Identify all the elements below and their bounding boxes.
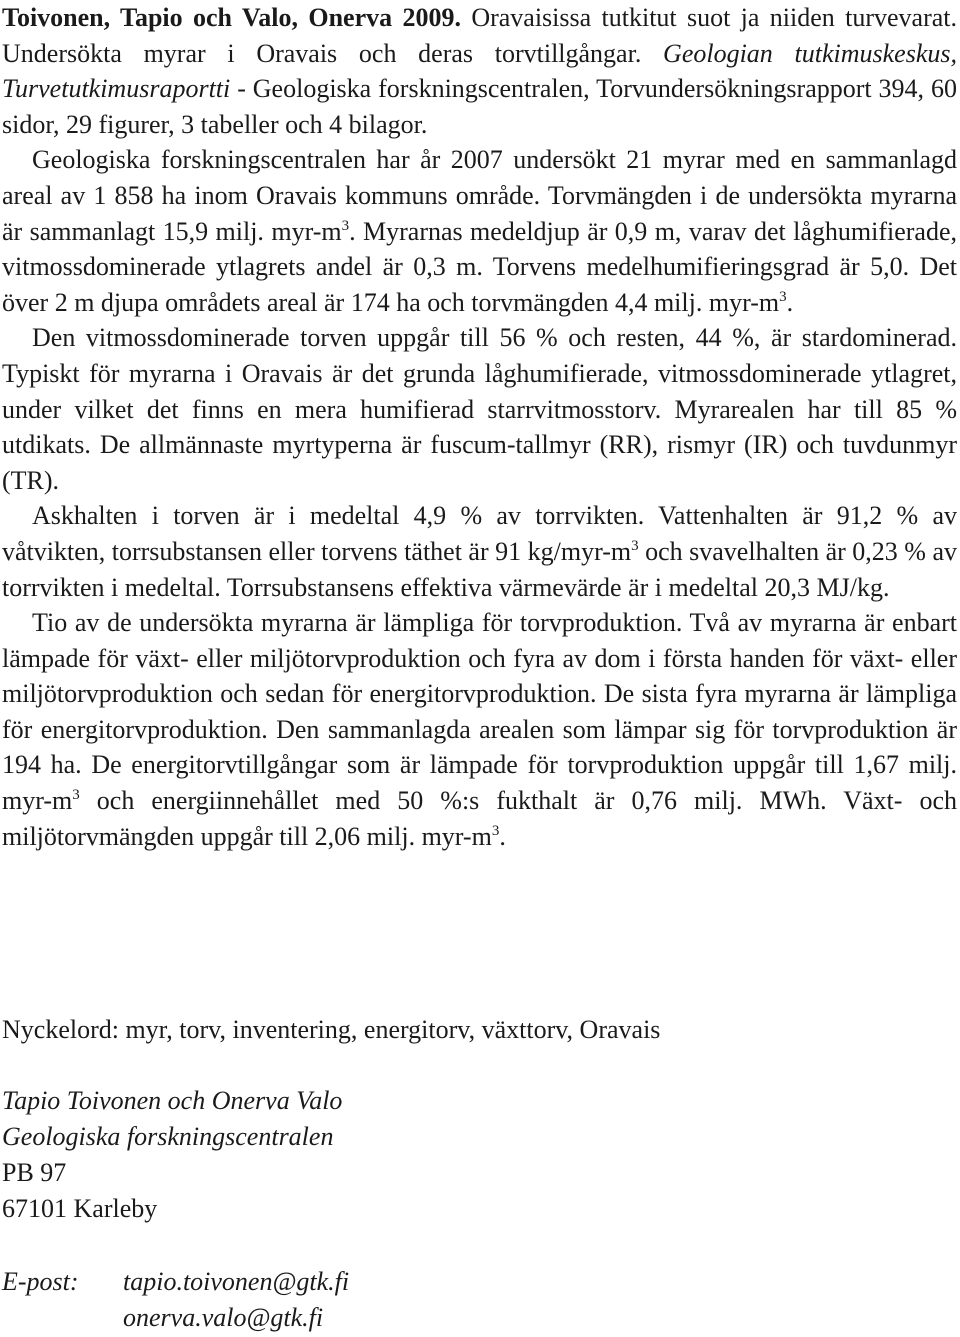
citation-details: - Geologiska forskningscentralen, Torvundersökningsrapport 394, 60 sidor, 29 figurer, 3 tabeller och 4 bilagor.	[2, 74, 957, 139]
summary-text: .	[499, 821, 506, 851]
citation-paragraph	[2, 0, 957, 142]
address-city: 67101 Karleby	[2, 1194, 158, 1223]
superscript: 3	[491, 822, 500, 839]
citation-series: Geologian tutkimuskeskus, Turvetutkimusraportti	[2, 38, 957, 104]
address-po-box: PB 97	[2, 1158, 67, 1187]
email-label: E-post:	[2, 1267, 79, 1296]
email-link-toivonen[interactable]: tapio.toivonen@gtk.fi	[123, 1267, 350, 1296]
superscript: 3	[631, 537, 639, 554]
abstract	[2, 0, 957, 854]
summary-text: Tio av de undersökta myrarna är lämpliga för torvproduktion. Två av myrarna är enbart lämpade för växt- eller miljötorvproduktion och fyra av dom i första handen för växt- eller miljötorvproduktion och sedan för energitorvproduktion. De sista fyra myrarna är lämpliga för energitorvproduktion. Den sammanlagda arealen som lämpar sig för torvproduktion är 194 ha. De energitorvtillgångar som är lämpade för torvproduktion uppgår till 1,67 milj. myr-m	[2, 608, 957, 816]
superscript: 3	[779, 288, 787, 305]
address-organization: Geologiska forskningscentralen	[2, 1122, 334, 1151]
summary-paragraph-peat-types: Den vitmossdominerade torven uppgår till 56 % och resten, 44 %, är stardominerad. Typiskt för myrarna i Oravais är det grunda låghumifierade, vitmossdominerade ytlagret, under vilket det finns en mera humifierad starrvitmosstorv. Myrarealen har till 85 % utdikats. De allmännaste myrtyperna är fuscum-tallmyr (RR), rismyr (IR) och tuvdunmyr (TR).	[2, 323, 957, 495]
email-link-valo[interactable]: onerva.valo@gtk.fi	[123, 1303, 324, 1332]
summary-paragraph-survey	[2, 142, 957, 320]
summary-text: Geologiska forskningscentralen har år 2007 undersökt 21 myrar med en sammanlagd areal av 1 858 ha inom Oravais kommuns område. Torvmängden i de undersökta myrarna är sammanlagt 15,9 milj. myr-m	[2, 145, 957, 246]
summary-text: och energiinnehållet med 50 %:s fukthalt är 0,76 milj. MWh. Växt- och miljötorvmängden uppgår till 2,06 milj. myr-m	[2, 786, 957, 851]
superscript: 3	[341, 217, 350, 234]
summary-paragraph-suitability	[2, 605, 957, 854]
superscript: 3	[72, 787, 80, 804]
summary-text: Askhalten i torven är i medeltal 4,9 % av torrvikten. Vattenhalten är 91,2 % av våtvikten, torrsubstansen eller torvens täthet är 91 kg/myr-m	[2, 501, 957, 566]
address-authors: Tapio Toivonen och Onerva Valo	[2, 1086, 343, 1115]
summary-text: och svavelhalten är 0,23 % av torrvikten i medeltal. Torrsubstansens effektiva värmevärde är i medeltal 20,3 MJ/kg.	[2, 536, 958, 602]
abstract-page	[2, 0, 958, 1332]
summary-text: . Myrarnas medeldjup är 0,9 m, varav det låghumifierade, vitmossdominerade ytlagrets andel är 0,3 m. Torvens medelhumifieringsgrad är 5,0. Det över 2 m djupa områdets areal är 174 ha och torvmängden 4,4 milj. myr-m	[2, 216, 958, 317]
author-address	[2, 1083, 342, 1227]
citation-authors-year: Toivonen, Tapio och Valo, Onerva 2009.	[2, 3, 461, 32]
citation-title: Oravaisissa tutkitut suot ja niiden turvevarat. Undersökta myrar i Oravais och deras torvtillgångar.	[2, 3, 958, 68]
keywords: Nyckelord: myr, torv, inventering, energitorv, växttorv, Oravais	[2, 1015, 661, 1044]
summary-text: .	[786, 287, 794, 317]
summary-paragraph-properties	[2, 498, 957, 605]
